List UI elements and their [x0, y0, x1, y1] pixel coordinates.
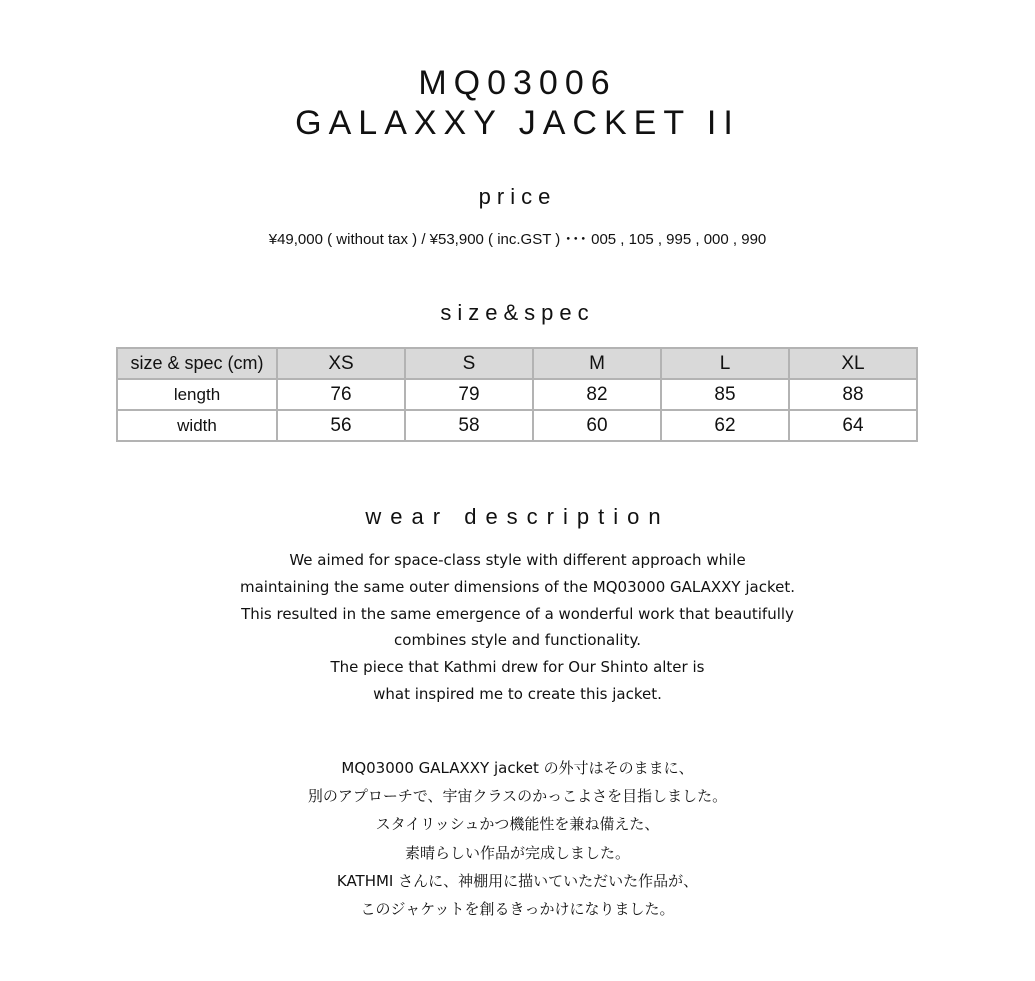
description-line: what inspired me to create this jacket. — [373, 684, 662, 703]
table-cell: 64 — [789, 410, 917, 441]
description-line: スタイリッシュかつ機能性を兼ね備えた、 — [375, 815, 660, 834]
table-row — [117, 410, 917, 441]
description-line: We aimed for space-class style with different approach while — [289, 551, 746, 569]
size-spec-heading: size&spec — [440, 300, 595, 325]
table-cell: 58 — [405, 410, 533, 441]
table-cell: 56 — [277, 410, 405, 441]
row-label: length — [117, 379, 277, 410]
table-cell: 88 — [789, 379, 917, 410]
table-header-row — [117, 348, 917, 379]
description-line: The piece that Kathmi drew for Our Shinto alter is — [330, 658, 705, 677]
description-line: 別のアプローチで、宇宙クラスのかっこよさを目指しました。 — [307, 787, 728, 806]
column-header: size & spec (cm) — [117, 348, 277, 379]
japanese-description — [0, 754, 1035, 923]
product-code: MQ03006 — [418, 64, 617, 102]
table-cell: 79 — [405, 379, 533, 410]
table-row — [117, 379, 917, 410]
price-text: ¥49,000 ( without tax ) / ¥53,900 ( inc.GST ) ･･･ 005 , 105 , 995 , 000 , 990 — [268, 231, 767, 248]
product-name: GALAXXY JACKET II — [295, 104, 740, 142]
description-line: 素晴らしい作品が完成しました。 — [404, 843, 630, 862]
column-header: L — [661, 348, 789, 379]
column-header: XL — [789, 348, 917, 379]
price-heading: price — [478, 184, 557, 209]
size-spec-table — [116, 347, 918, 442]
wear-description-heading: wear description — [365, 504, 670, 529]
description-line: This resulted in the same emergence of a wonderful work that beautifully — [241, 604, 794, 623]
row-label: width — [117, 410, 277, 441]
column-header: XS — [277, 348, 405, 379]
description-line: MQ03000 GALAXXY jacket の外寸はそのままに、 — [341, 759, 694, 777]
table-cell: 85 — [661, 379, 789, 410]
column-header: S — [405, 348, 533, 379]
description-line: KATHMI さんに、神棚用に描いていただいた作品が、 — [336, 871, 699, 890]
description-line: このジャケットを創るきっかけになりました。 — [360, 899, 675, 918]
english-description — [0, 547, 1035, 708]
table-cell: 82 — [533, 379, 661, 410]
table-cell: 62 — [661, 410, 789, 441]
description-line: maintaining the same outer dimensions of the MQ03000 GALAXXY jacket. — [239, 577, 795, 596]
column-header: M — [533, 348, 661, 379]
table-cell: 76 — [277, 379, 405, 410]
description-line: combines style and functionality. — [394, 631, 641, 650]
table-cell: 60 — [533, 410, 661, 441]
